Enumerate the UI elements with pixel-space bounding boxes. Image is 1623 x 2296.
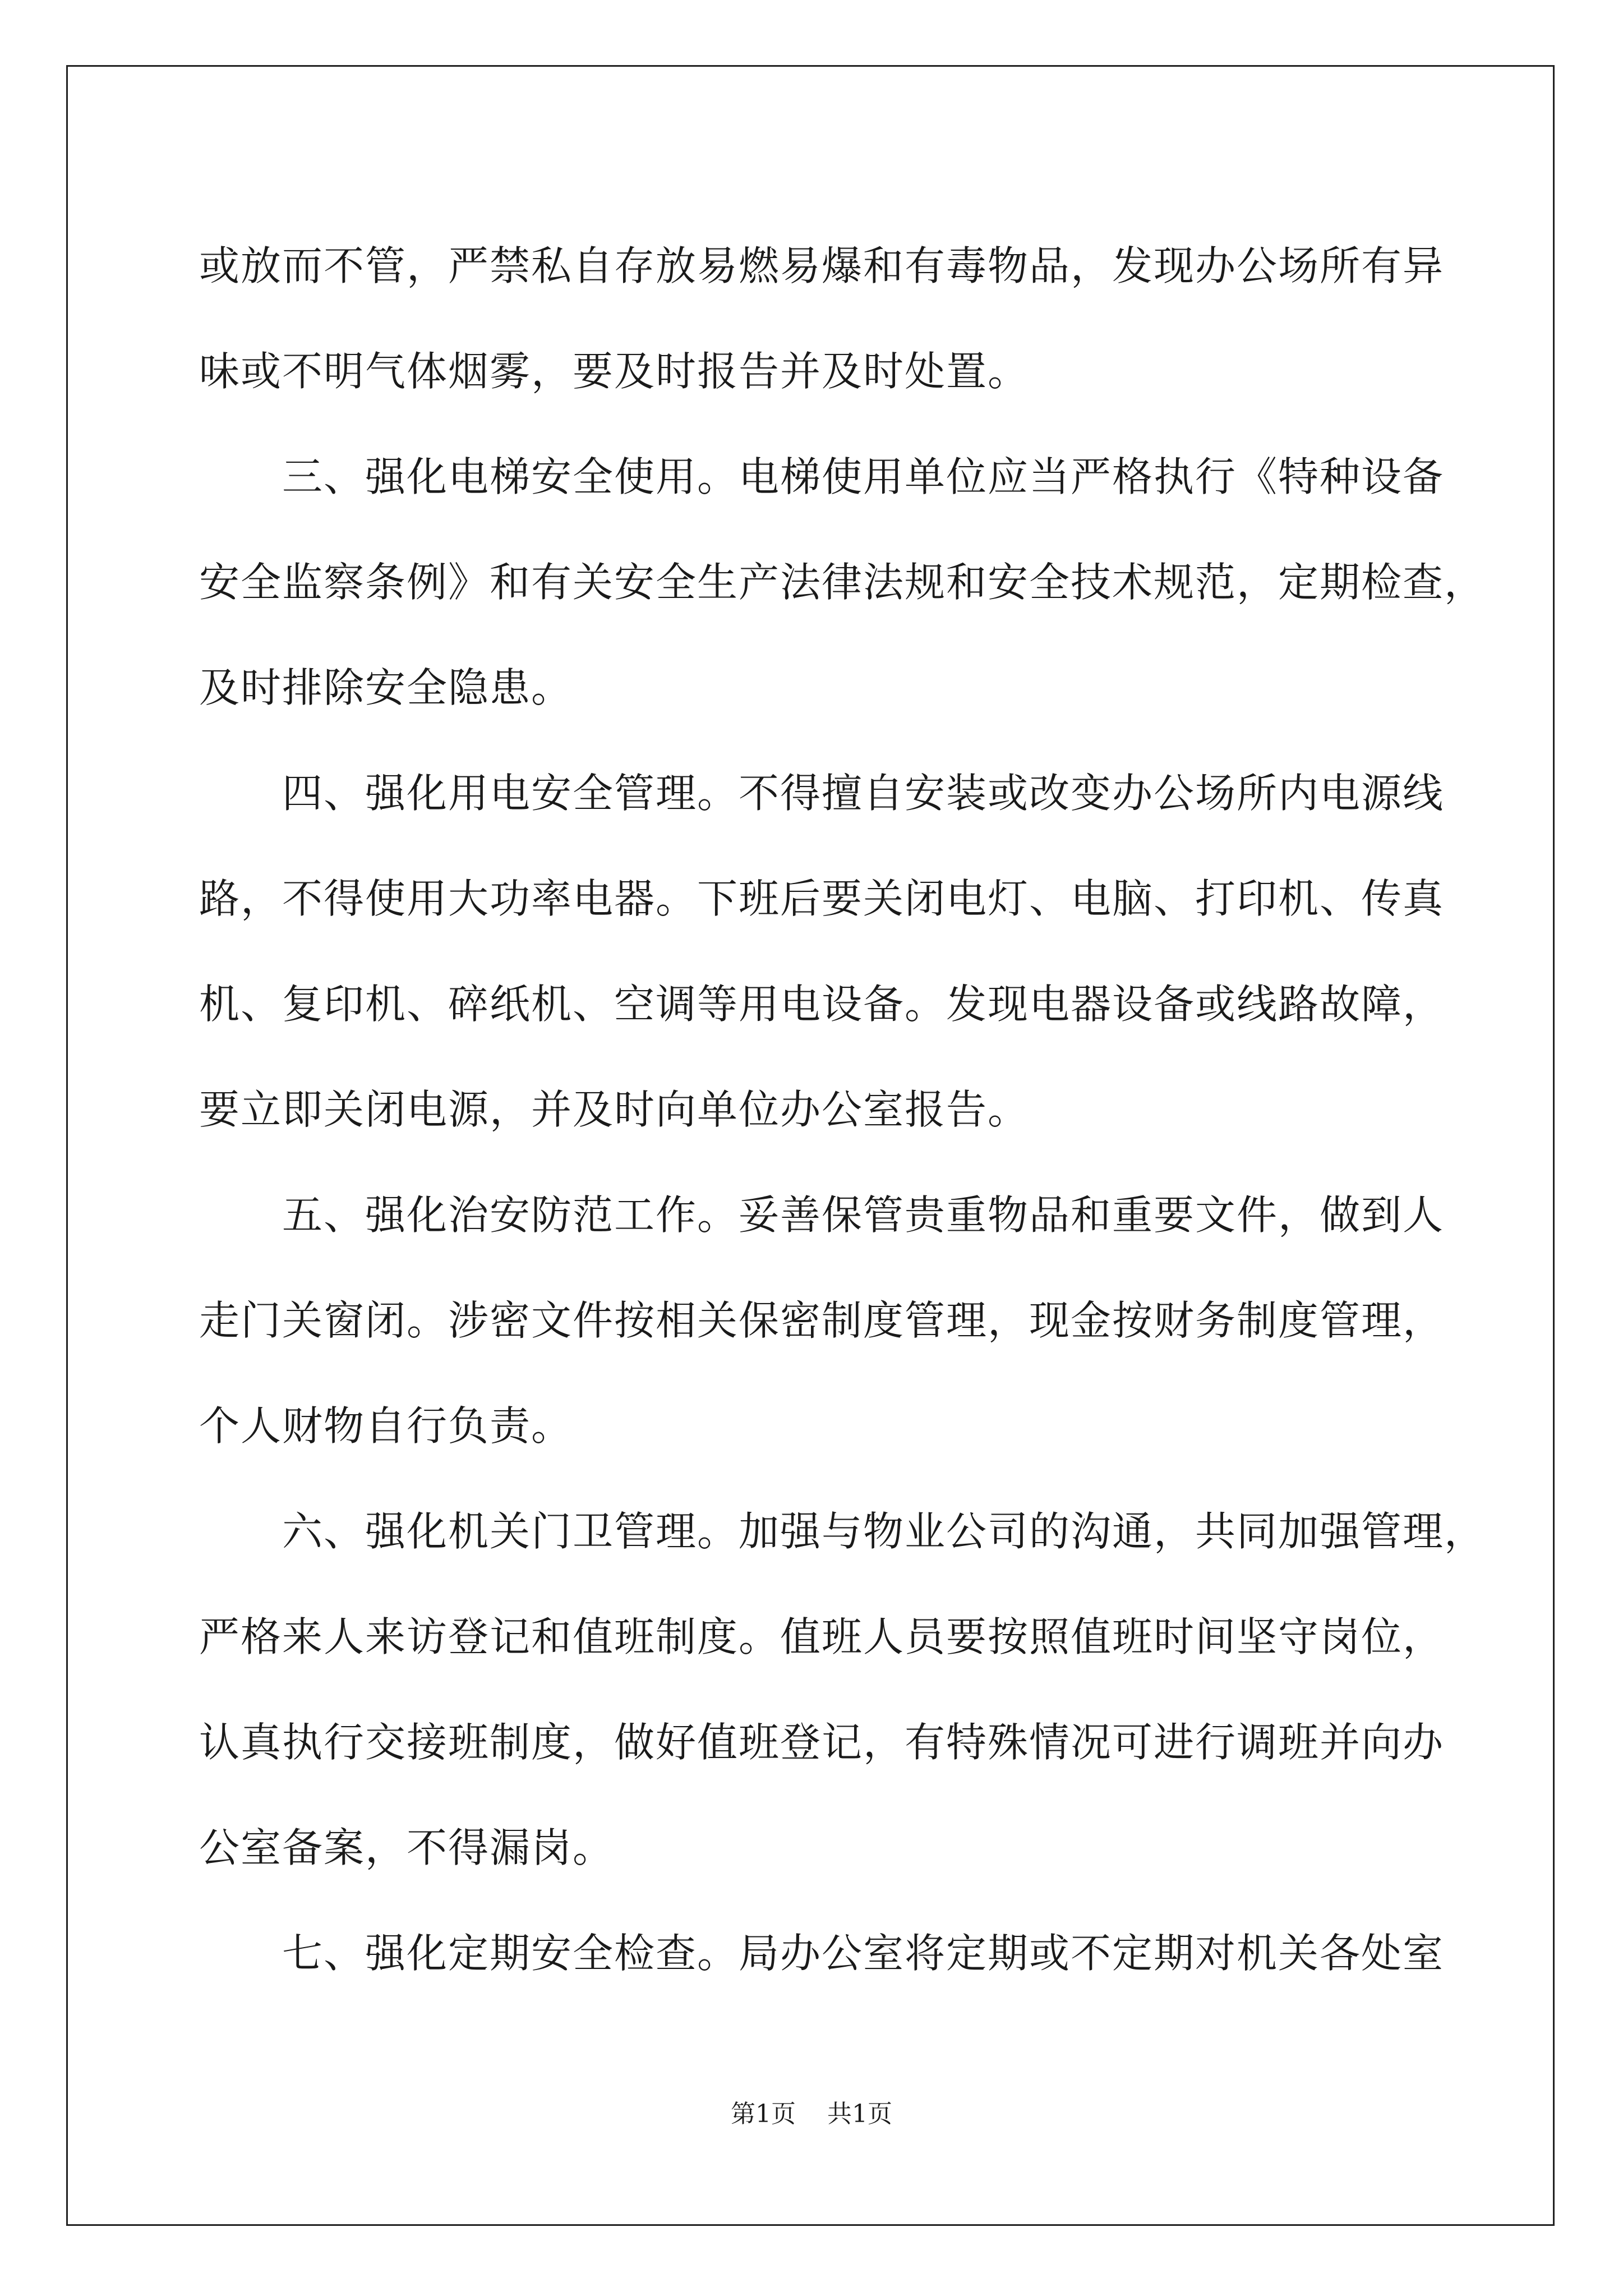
text-line-1: 或放而不管，严禁私自存放易燃易爆和有毒物品，发现办公场所有异 — [199, 242, 1445, 289]
text-line-8: 机、复印机、碎纸机、空调等用电设备。发现电器设备或线路故障， — [199, 981, 1445, 1028]
text-line-6: 四、强化用电安全管理。不得擅自安装或改变办公场所内电源线 — [282, 770, 1445, 817]
text-line-9: 要立即关闭电源，并及时向单位办公室报告。 — [199, 1086, 1030, 1133]
text-line-4: 安全监察条例》和有关安全生产法律法规和安全技术规范，定期检查， — [199, 559, 1486, 606]
text-line-17: 七、强化定期安全检查。局办公室将定期或不定期对机关各处室 — [282, 1930, 1445, 1977]
text-line-11: 走门关窗闭。涉密文件按相关保密制度管理，现金按财务制度管理， — [199, 1297, 1445, 1344]
text-line-2: 味或不明气体烟雾，要及时报告并及时处置。 — [199, 348, 1030, 395]
page-footer — [0, 2093, 1623, 2129]
page-number-total: 共1页 — [827, 2100, 892, 2128]
text-line-7: 路，不得使用大功率电器。下班后要关闭电灯、电脑、打印机、传真 — [199, 875, 1445, 922]
page-number-current: 第1页 — [731, 2100, 796, 2128]
text-line-5: 及时排除安全隐患。 — [199, 664, 573, 711]
text-line-14: 严格来人来访登记和值班制度。值班人员要按照值班时间坚守岗位， — [199, 1613, 1445, 1660]
text-line-13: 六、强化机关门卫管理。加强与物业公司的沟通，共同加强管理， — [282, 1508, 1486, 1555]
text-line-10: 五、强化治安防范工作。妥善保管贵重物品和重要文件，做到人 — [282, 1191, 1445, 1239]
text-line-16: 公室备案，不得漏岗。 — [199, 1824, 615, 1871]
text-line-3: 三、强化电梯安全使用。电梯使用单位应当严格执行《特种设备 — [282, 453, 1445, 500]
document-body — [199, 213, 1486, 2006]
text-line-12: 个人财物自行负责。 — [199, 1402, 573, 1450]
text-line-15: 认真执行交接班制度，做好值班登记，有特殊情况可进行调班并向办 — [199, 1719, 1445, 1766]
